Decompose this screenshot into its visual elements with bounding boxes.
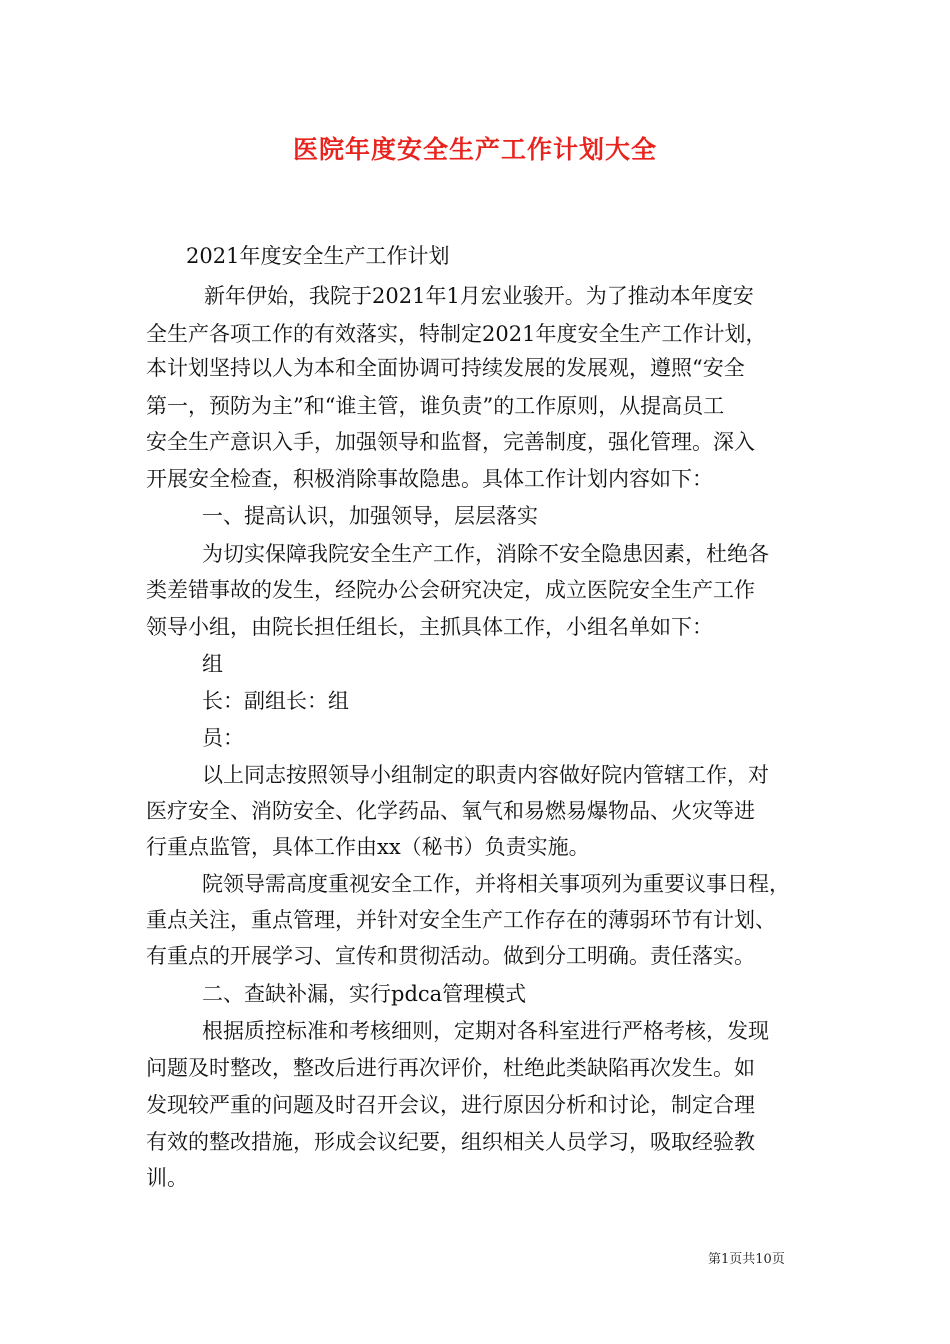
paragraph-line: 组	[202, 652, 223, 676]
paragraph-line: 员：	[202, 726, 244, 750]
paragraph-line: 有效的整改措施，形成会议纪要，组织相关人员学习，吸取经验教	[146, 1130, 755, 1154]
paragraph-line: 长：副组长：组	[202, 689, 349, 713]
paragraph-line: 行重点监管，具体工作由xx（秘书）负责实施。	[146, 835, 590, 859]
paragraph-line: 为切实保障我院安全生产工作，消除不安全隐患因素，杜绝各	[202, 542, 769, 566]
paragraph-line: 领导小组，由院长担任组长，主抓具体工作，小组名单如下：	[146, 615, 713, 639]
paragraph-line: 院领导需高度重视安全工作，并将相关事项列为重要议事日程，	[202, 872, 790, 896]
paragraph-line: 开展安全检查，积极消除事故隐患。具体工作计划内容如下：	[146, 467, 713, 491]
section-heading: 一、提高认识，加强领导，层层落实	[202, 504, 538, 528]
paragraph-line: 训。	[146, 1166, 188, 1190]
paragraph-line: 根据质控标准和考核细则，定期对各科室进行严格考核，发现	[202, 1019, 769, 1043]
paragraph-line: 类差错事故的发生，经院办公会研究决定，成立医院安全生产工作	[146, 578, 755, 602]
paragraph-line: 新年伊始，我院于2021年1月宏业骏开。为了推动本年度安	[204, 284, 754, 308]
paragraph-line: 有重点的开展学习、宣传和贯彻活动。做到分工明确。责任落实。	[146, 944, 755, 968]
paragraph-line: 以上同志按照领导小组制定的职责内容做好院内管辖工作，对	[202, 763, 769, 787]
paragraph-line: 全生产各项工作的有效落实，特制定2021年度安全生产工作计划，	[146, 322, 767, 346]
paragraph-line: 第一，预防为主”和“谁主管，谁负责”的工作原则，从提高员工	[146, 394, 725, 418]
paragraph-line: 安全生产意识入手，加强领导和监督，完善制度，强化管理。深入	[146, 430, 755, 454]
paragraph-line: 重点关注，重点管理，并针对安全生产工作存在的薄弱环节有计划、	[146, 908, 776, 932]
section-heading: 2021年度安全生产工作计划	[186, 244, 450, 268]
paragraph-line: 本计划坚持以人为本和全面协调可持续发展的发展观，遵照“安全	[146, 356, 745, 380]
page-number: 第1页共10页	[708, 1252, 785, 1267]
section-heading: 二、查缺补漏，实行pdca管理模式	[202, 982, 527, 1006]
paragraph-line: 问题及时整改，整改后进行再次评价，杜绝此类缺陷再次发生。如	[146, 1056, 755, 1080]
document-title: 医院年度安全生产工作计划大全	[292, 135, 657, 164]
paragraph-line: 发现较严重的问题及时召开会议，进行原因分析和讨论，制定合理	[146, 1093, 755, 1117]
paragraph-line: 医疗安全、消防安全、化学药品、氧气和易燃易爆物品、火灾等进	[146, 799, 755, 823]
